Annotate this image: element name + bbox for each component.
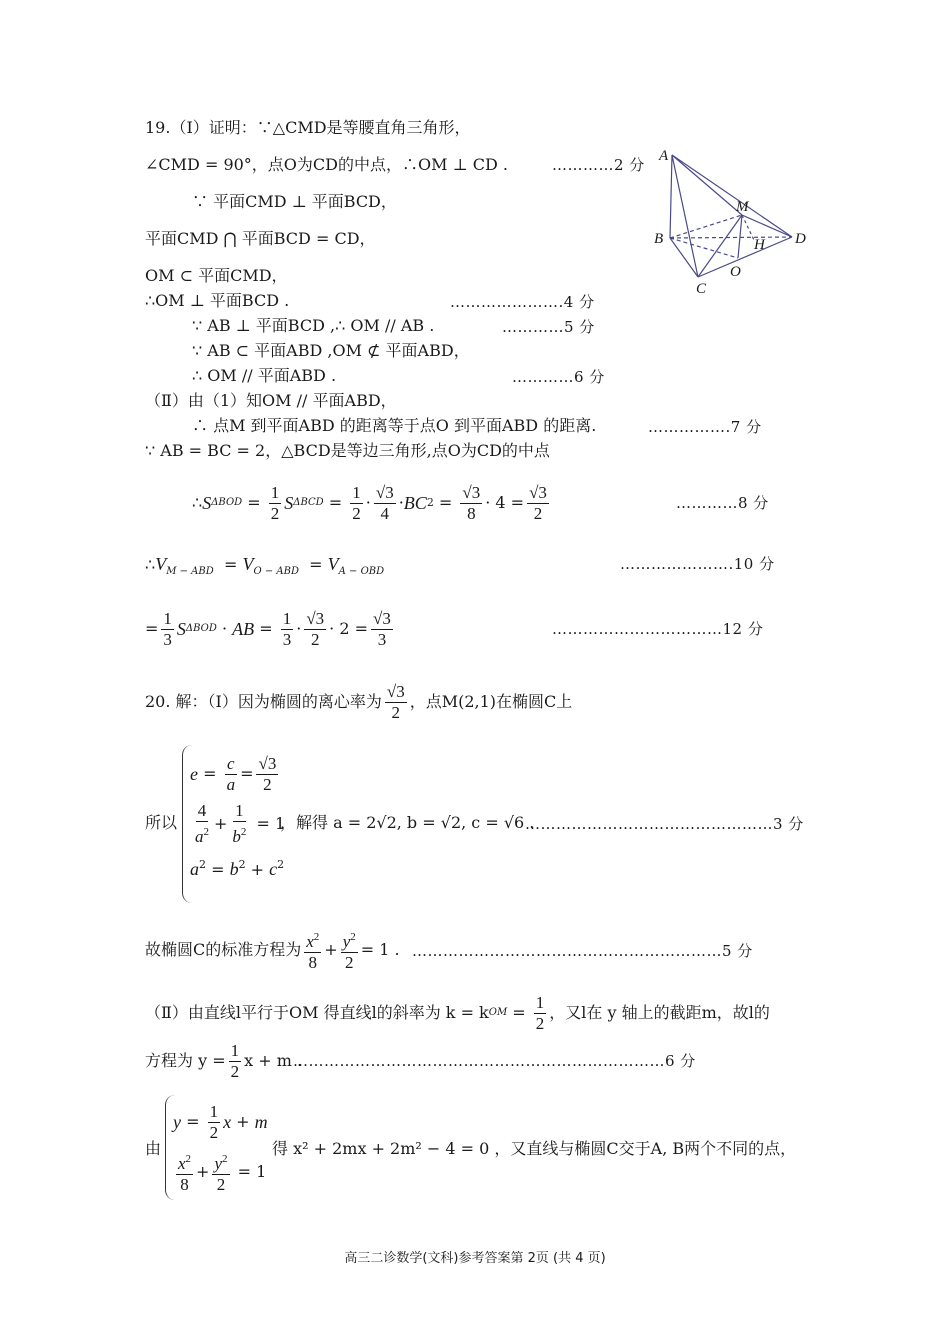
q19-line-7: ∵ AB ⊥ 平面BCD ,∴ OM // AB . <box>192 316 435 335</box>
q19-score-2: …………2 分 <box>552 156 645 174</box>
q19-line-6: ∴OM ⊥ 平面BCD . <box>145 291 290 310</box>
q19-line-10: （Ⅱ）由（1）知OM // 平面ABD， <box>145 391 397 410</box>
q19-line-8: ∵ AB ⊂ 平面ABD ,OM ⊄ 平面ABD， <box>192 341 470 360</box>
q20-system-prefix: 所以 <box>145 813 178 832</box>
q19-volume-line: $\therefore V_{M - ABD} = V_{O - ABD} = V_{A - OBD}$ <box>145 554 385 577</box>
q19-line-12: ∵ AB = BC = 2，△BCD是等边三角形,点O为CD的中点 <box>145 441 550 460</box>
q19-line-1: 19.（Ⅰ）证明：∵△CMD是等腰直角三角形， <box>145 118 471 137</box>
system2-eq-2: $\frac{x^2}{8}$ + $\frac{y^2}{2}$ = 1 <box>173 1150 266 1194</box>
q19-volume-result: = $\frac{1}{3}$ S ΔBOD · AB = $\frac{1}{3}$ · $\frac{√3}{2}$ · 2 = $\frac{√3}{3}$ <box>145 608 391 649</box>
q19-area-equation: ∴ S ΔBOD = $\frac{1}{2}$ S ΔBCD = $\frac{1}{2}$ · $\frac{√3}{4}$ · BC 2 = $\frac{√3}{8}$ · 4 = $\frac{√3}{2}$ <box>192 482 547 523</box>
q20-std-a: 故椭圆C的标准方程为 <box>145 940 302 959</box>
edge-BD <box>670 237 792 238</box>
q20-system-result: ，解得 a = 2√2, b = √2, c = √6 . <box>280 813 535 832</box>
label-D: D <box>795 231 806 247</box>
label-B: B <box>654 231 664 247</box>
q19-score-7: …………….7 分 <box>648 418 762 436</box>
q20-p4-result: 得 x² + 2mx + 2m² − 4 = 0 ，又直线与椭圆C交于A, B两个不同的点， <box>272 1139 797 1158</box>
edge-AB <box>670 155 672 238</box>
edge-AD <box>672 155 792 237</box>
label-H: H <box>754 237 765 253</box>
edge-MO <box>738 215 742 258</box>
q20-score-6: ………………………………………………………………6 分 <box>293 1052 696 1070</box>
q20-std-b: = 1 . <box>360 940 400 959</box>
q20-score-5: ……………………………………………………5 分 <box>412 942 753 960</box>
q19-score-5: …………5 分 <box>502 318 595 336</box>
q19-line-11: ∴ 点M 到平面ABD 的距离等于点O 到平面ABD 的距离. <box>192 416 597 435</box>
q19-line-9: ∴ OM // 平面ABD . <box>192 366 337 385</box>
q19-line-5: OM ⊂ 平面CMD， <box>145 266 288 285</box>
q20-part2-line-2: 方程为 y = $\frac{1}{2}$ x + m . <box>145 1040 303 1081</box>
q20-line-1-a: 20. 解：（Ⅰ）因为椭圆的离心率为 <box>145 692 382 711</box>
q20-p2-b: ，又l在 y 轴上的截距m，故l的 <box>549 1003 770 1022</box>
edge-MH <box>742 215 754 240</box>
edge-MD <box>742 215 792 237</box>
system2-eq-1: y = $\frac{1}{2}$ x + m <box>173 1101 268 1142</box>
q19-line-4: 平面CMD ⋂ 平面BCD = CD， <box>145 229 376 248</box>
q20-line-1: 20. 解：（Ⅰ）因为椭圆的离心率为 $\frac{√3}{2}$ ，点M(2,1)在椭圆C上 <box>145 681 573 722</box>
q19-score-12: ……………………………12 分 <box>552 620 764 638</box>
label-A: A <box>659 148 669 164</box>
system-eq-2: $\frac{4}{a^2}$ + $\frac{1}{b^2}$ = 1 <box>195 801 286 846</box>
page-footer: 高三二诊数学(文科)参考答案第 2页 (共 4 页) <box>344 1251 606 1266</box>
system-eq-3: $a^2 = b^2 + c^2$ <box>190 858 285 879</box>
q20-score-3: …………………………………………3 分 <box>525 815 804 833</box>
q20-p4-prefix: 由 <box>145 1139 162 1158</box>
q19-line-2: ∠CMD = 90°，点O为CD的中点，∴OM ⊥ CD . <box>145 155 508 174</box>
system-eq-1: e = $\frac{c}{a}$ = $\frac{√3}{2}$ <box>190 753 277 794</box>
q20-line-1-b: ，点M(2,1)在椭圆C上 <box>409 692 573 711</box>
label-M: M <box>736 199 749 215</box>
label-C: C <box>696 281 707 297</box>
q19-score-8: …………8 分 <box>676 494 769 512</box>
q20-standard-equation: 故椭圆C的标准方程为 $\frac{x^2}{8}$ + $\frac{y^2}{2}$ = 1 . <box>145 925 400 975</box>
q20-p3-a: 方程为 y = <box>145 1051 226 1070</box>
q20-p3-b: x + m . <box>244 1051 303 1070</box>
pyramid-figure <box>650 145 815 300</box>
edge-BM <box>670 215 742 238</box>
q19-score-4: ………………….4 分 <box>450 293 595 311</box>
q20-p2-a: （Ⅱ）由直线l平行于OM 得直线l的斜率为 k = k <box>145 1003 489 1022</box>
q19-line-3: ∵ 平面CMD ⊥ 平面BCD， <box>192 192 397 211</box>
q19-score-10: ………………….10 分 <box>620 555 775 573</box>
edge-BO <box>670 238 738 258</box>
label-O: O <box>730 264 741 280</box>
q19-score-6: …………6 分 <box>512 368 605 386</box>
q20-part2-line-1: （Ⅱ）由直线l平行于OM 得直线l的斜率为 k = k OM = $\frac{1}{2}$ ，又l在 y 轴上的截距m，故l的 <box>145 992 770 1033</box>
